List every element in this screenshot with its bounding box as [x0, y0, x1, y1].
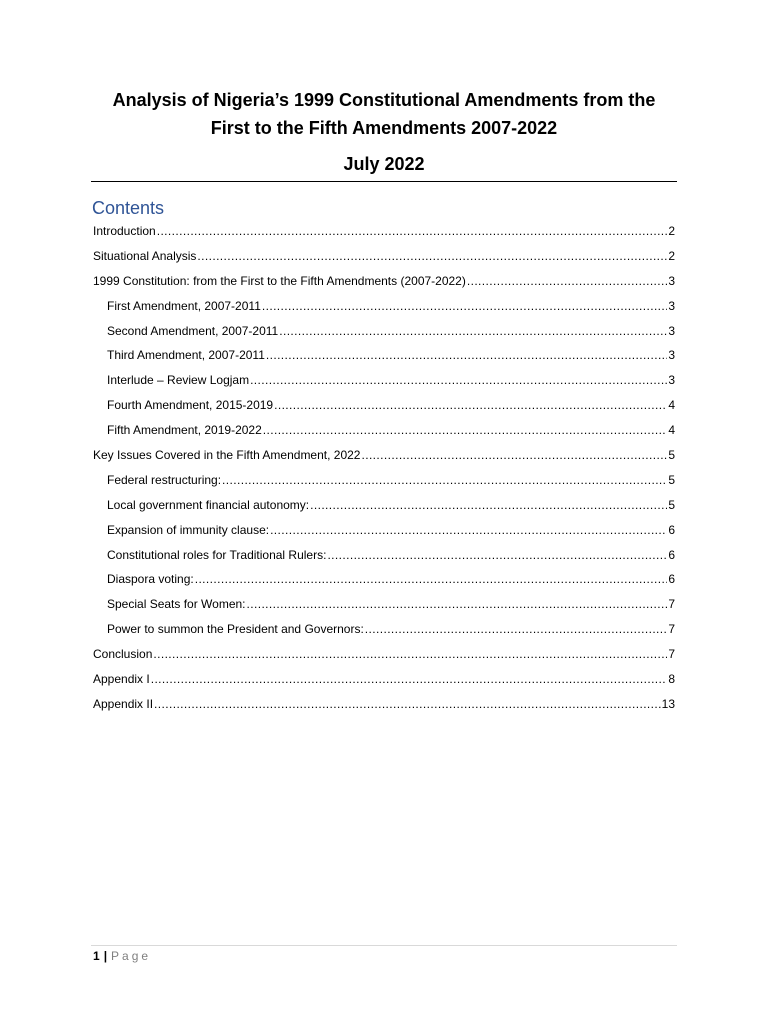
toc-dot-leader [157, 219, 668, 244]
toc-heading: Contents [92, 198, 165, 218]
footer-page-label: Page [111, 949, 152, 963]
footer-separator: | [103, 949, 108, 963]
toc-dot-leader [263, 418, 668, 443]
toc-entry[interactable] [93, 692, 675, 717]
toc-entry-page: 8 [668, 672, 675, 687]
toc-entry[interactable] [93, 418, 675, 443]
toc-entry-label: Constitutional roles for Traditional Rulers: [107, 547, 327, 562]
toc-dot-leader [262, 294, 667, 319]
toc-entry-label: Special Seats for Women: [107, 597, 246, 612]
toc-entry[interactable] [93, 468, 675, 493]
toc-dot-leader [153, 642, 667, 667]
toc-entry-label: Federal restructuring: [107, 472, 222, 487]
toc-entry-label: Introduction [93, 224, 156, 238]
toc-entry-page: 2 [668, 248, 675, 263]
toc-dot-leader [250, 368, 667, 393]
toc-entry-label: Situational Analysis [93, 248, 197, 263]
toc-entry-page: 3 [668, 348, 675, 363]
toc-entry-label: 1999 Constitution: from the First to the Fifth Amendments (2007-2022) [93, 273, 466, 288]
toc-entry[interactable] [93, 567, 675, 592]
toc-entry-page: 6 [668, 522, 675, 537]
toc-entry-label: Local government financial autonomy: [107, 497, 310, 512]
document-title: Analysis of Nigeria’s 1999 Constitutional Amendments from the First to the Fifth Amendments 2007-2022 [112, 90, 656, 138]
toc-entry[interactable] [93, 343, 675, 368]
toc-entry-page: 4 [668, 398, 675, 413]
footer-divider [91, 945, 677, 946]
toc-entry[interactable] [93, 319, 675, 344]
toc-dot-leader [467, 269, 667, 294]
toc-entry-label: Fourth Amendment, 2015-2019 [107, 398, 274, 413]
toc-entry[interactable] [93, 244, 675, 269]
toc-entry[interactable] [93, 443, 675, 468]
toc-dot-leader [279, 319, 667, 344]
toc-entry-label: Diaspora voting: [107, 572, 194, 587]
toc-entry-page: 7 [668, 597, 675, 612]
toc-entry-page: 2 [668, 224, 675, 238]
toc-entry[interactable] [93, 493, 675, 518]
toc-entry-page: 7 [668, 622, 675, 637]
table-of-contents [93, 219, 675, 717]
toc-dot-leader [197, 244, 667, 269]
toc-entry[interactable] [93, 617, 675, 642]
toc-entry-page: 3 [668, 323, 675, 338]
toc-dot-leader [274, 393, 667, 418]
toc-entry[interactable] [93, 368, 675, 393]
toc-entry[interactable] [93, 518, 675, 543]
page-footer [93, 947, 151, 965]
toc-dot-leader [151, 667, 668, 692]
toc-entry-label: Second Amendment, 2007-2011 [107, 323, 279, 338]
toc-entry-label: Interlude – Review Logjam [107, 373, 250, 388]
footer-page-number: 1 [93, 949, 100, 963]
toc-entry-page: 4 [668, 423, 675, 438]
toc-entry-page: 7 [668, 647, 675, 662]
toc-entry-page: 6 [668, 572, 675, 587]
toc-entry-page: 5 [668, 448, 675, 463]
toc-entry-page: 13 [661, 696, 675, 711]
document-date: July 2022 [343, 154, 425, 174]
toc-entry[interactable] [93, 667, 675, 692]
toc-dot-leader [361, 443, 667, 468]
toc-entry[interactable] [93, 294, 675, 319]
toc-entry-label: First Amendment, 2007-2011 [107, 298, 261, 313]
toc-dot-leader [365, 617, 668, 642]
toc-dot-leader [154, 692, 661, 717]
toc-dot-leader [195, 567, 668, 592]
toc-entry-label: Key Issues Covered in the Fifth Amendment, 2022 [93, 448, 361, 463]
toc-entry-label: Fifth Amendment, 2019-2022 [107, 423, 262, 438]
toc-entry-label: Third Amendment, 2007-2011 [107, 348, 265, 363]
toc-entry[interactable] [93, 219, 675, 244]
toc-entry-page: 6 [668, 547, 675, 562]
toc-entry[interactable] [93, 269, 675, 294]
toc-dot-leader [247, 592, 668, 617]
toc-entry[interactable] [93, 642, 675, 667]
toc-entry-label: Expansion of immunity clause: [107, 522, 270, 537]
toc-entry-label: Appendix II [93, 696, 154, 711]
toc-entry[interactable] [93, 393, 675, 418]
toc-entry[interactable] [93, 592, 675, 617]
toc-entry-page: 5 [668, 472, 675, 487]
toc-dot-leader [266, 343, 667, 368]
toc-dot-leader [327, 543, 667, 568]
title-divider [91, 181, 677, 182]
toc-dot-leader [270, 518, 667, 543]
toc-entry-page: 3 [668, 373, 675, 388]
toc-entry-label: Power to summon the President and Governors: [107, 622, 364, 637]
toc-dot-leader [310, 493, 667, 518]
toc-entry-page: 3 [668, 298, 675, 313]
toc-entry-label: Appendix I [93, 672, 150, 687]
toc-entry[interactable] [93, 543, 675, 568]
toc-dot-leader [222, 468, 667, 493]
toc-entry-label: Conclusion [93, 647, 153, 662]
toc-entry-page: 5 [668, 497, 675, 512]
toc-entry-page: 3 [668, 273, 675, 288]
